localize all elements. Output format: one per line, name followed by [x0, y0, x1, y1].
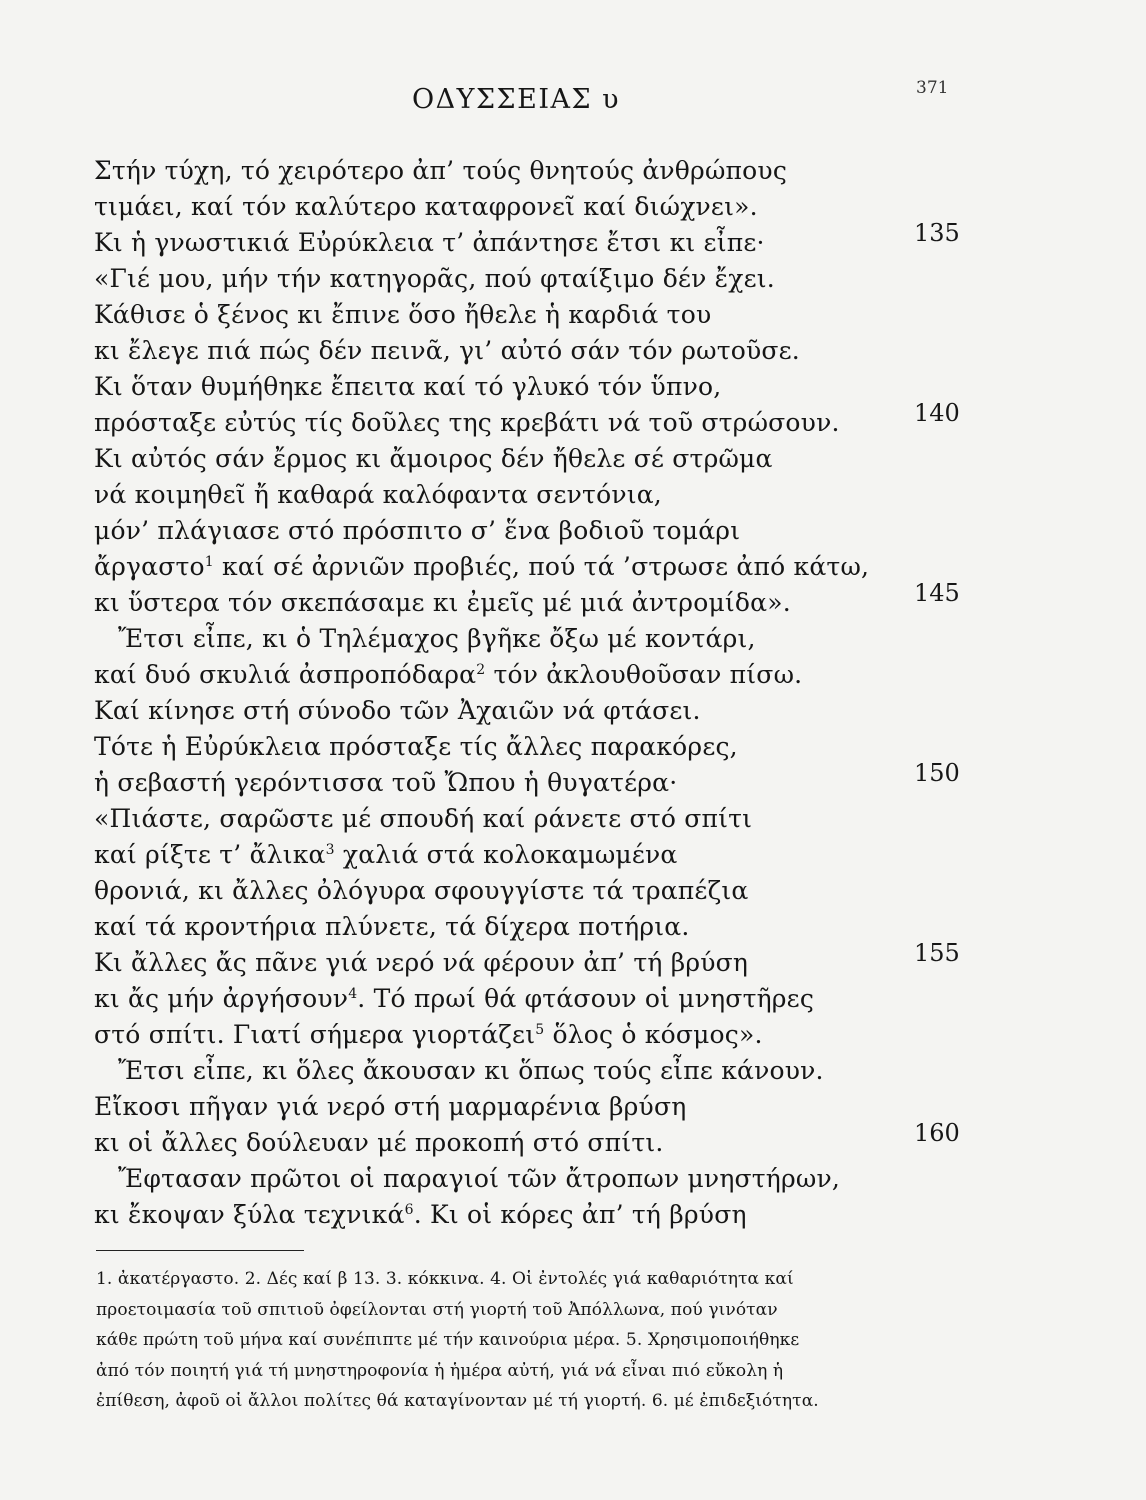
verse-text-continued: ὅλος ὁ κόσμος». — [544, 1020, 763, 1049]
verse-text: Εἴκοσι πῆγαν γιά νερό στή μαρμαρένια βρύση — [94, 1092, 687, 1121]
verse-line — [94, 264, 775, 294]
verse-text: νά κοιμηθεῖ ἤ καθαρά καλόφαντα σεντόνια, — [94, 480, 662, 509]
verse-line — [94, 876, 748, 906]
verse-text: καί ρίξτε τ’ ἄλικα — [94, 840, 326, 869]
verse-line — [94, 480, 662, 510]
verse-line — [118, 624, 756, 654]
verse-text-continued: χαλιά στά κολοκαμωμένα — [334, 840, 678, 869]
verse-line — [94, 336, 800, 366]
verse-text: «Γιέ μου, μήν τήν κατηγορᾶς, πού φταίξιμο δέν ἔχει. — [94, 264, 775, 293]
verse-text: Κι ἄλλες ἄς πᾶνε γιά νερό νά φέρουν ἀπ’ τή βρύση — [94, 948, 749, 977]
verse-text: θρονιά, κι ἄλλες ὀλόγυρα σφουγγίστε τά τραπέζια — [94, 876, 749, 905]
verse-line — [94, 1092, 686, 1122]
verse-text: Τότε ἡ Εὐρύκλεια πρόσταξε τίς ἄλλες παρακόρες, — [94, 732, 738, 761]
verse-line — [94, 516, 740, 546]
verse-line — [94, 984, 814, 1014]
verse-line — [118, 1164, 840, 1194]
verse-text: πρόσταξε εὐτύς τίς δοῦλες της κρεβάτι νά τοῦ στρώσουν. — [94, 408, 840, 437]
footnote-line: ἀπό τόν ποιητή γιά τή μνηστηροφονία ἡ ἡμέρα αὐτή, γιά νά εἶναι πιό εὔκολη ἡ — [96, 1360, 784, 1381]
verse-text: τιμάει, καί τόν καλύτερο καταφρονεῖ καί διώχνει». — [94, 192, 758, 221]
footnote-rule — [96, 1250, 304, 1251]
verse-line — [94, 228, 765, 258]
verse-line — [94, 948, 748, 978]
verse-text: ἡ σεβαστή γερόντισσα τοῦ Ὤπου ἡ θυγατέρα· — [94, 768, 678, 797]
verse-text: Ἔτσι εἶπε, κι ὁ Τηλέμαχος βγῆκε ὄξω μέ κοντάρι, — [118, 624, 756, 653]
verse-text: κι ὕστερα τόν σκεπάσαμε κι ἐμεῖς μέ μιά ἀντρομίδα». — [94, 588, 791, 617]
verse-text: καί δυό σκυλιά ἀσπροπόδαρα — [94, 660, 477, 689]
verse-line — [94, 300, 711, 330]
footnote-marker: 6 — [404, 1202, 414, 1218]
footnote-line: κάθε πρώτη τοῦ μήνα καί συνέπιπτε μέ τήν καινούρια μέρα. 5. Χρησιμοποιήθηκε — [96, 1330, 800, 1350]
verse-text: Κάθισε ὁ ξένος κι ἔπινε ὅσο ἤθελε ἡ καρδιά του — [94, 300, 712, 329]
line-number: 150 — [914, 759, 960, 787]
verse-line — [94, 696, 701, 726]
page-number: 371 — [916, 78, 949, 98]
footnote-marker: 4 — [348, 986, 358, 1002]
footnote-marker: 1 — [204, 554, 214, 570]
verse-line — [94, 768, 677, 798]
verse-line — [94, 372, 721, 402]
footnote-line: προετοιμασία τοῦ σπιτιοῦ ὀφείλονται στή γιορτή τοῦ Ἀπόλλωνα, πού γινόταν — [96, 1299, 778, 1320]
verse-text: Καί κίνησε στή σύνοδο τῶν Ἀχαιῶν νά φτάσει. — [94, 696, 701, 725]
line-number: 135 — [914, 219, 960, 247]
verse-line — [94, 840, 678, 870]
verse-text: μόν’ πλάγιασε στό πρόσπιτο σ’ ἕνα βοδιοῦ τομάρι — [94, 516, 741, 545]
verse-line — [94, 588, 791, 618]
verse-line — [94, 1128, 664, 1158]
verse-text: Στήν τύχη, τό χειρότερο ἀπ’ τούς θνητούς ἀνθρώπους — [94, 156, 788, 185]
verse-text: καί τά κροντήρια πλύνετε, τά δίχερα ποτήρια. — [94, 912, 690, 941]
verse-text-continued: . Κι οἱ κόρες ἀπ’ τή βρύση — [413, 1200, 747, 1229]
verse-text: ἄργαστο — [94, 552, 205, 581]
line-number: 140 — [914, 399, 960, 427]
footnote-marker: 3 — [325, 842, 335, 858]
verse-line — [94, 660, 802, 690]
verse-text: στό σπίτι. Γιατί σήμερα γιορτάζει — [94, 1020, 536, 1049]
verse-line — [94, 444, 773, 474]
line-number: 155 — [914, 939, 960, 967]
verse-text: «Πιάστε, σαρῶστε μέ σπουδή καί ράνετε στό σπίτι — [94, 804, 753, 833]
verse-text: Κι αὐτός σάν ἔρμος κι ἄμοιρος δέν ἤθελε σέ στρῶμα — [94, 444, 773, 473]
footnote-line: 1. ἀκατέργαστο. 2. Δές καί β 13. 3. κόκκινα. 4. Οἱ ἐντολές γιά καθαριότητα καί — [96, 1269, 794, 1289]
verse-line — [94, 408, 840, 438]
verse-line — [118, 1056, 824, 1086]
verse-line — [94, 192, 758, 222]
verse-line — [94, 912, 689, 942]
verse-text-continued: . Τό πρωί θά φτάσουν οἱ μνηστῆρες — [357, 984, 815, 1013]
footnotes — [96, 1264, 964, 1417]
footnote-marker: 5 — [535, 1022, 545, 1038]
verse-text: Κι ὅταν θυμήθηκε ἔπειτα καί τό γλυκό τόν ὕπνο, — [94, 372, 722, 401]
verse-text: Κι ἡ γνωστικιά Εὐρύκλεια τ’ ἀπάντησε ἔτσι κι εἶπε· — [94, 228, 765, 257]
verse-line — [94, 1020, 763, 1050]
verse-text: κι ἔλεγε πιά πώς δέν πεινᾶ, γι’ αὐτό σάν τόν ρωτοῦσε. — [94, 336, 800, 365]
verse-text: κι ἔκοψαν ξύλα τεχνικά — [94, 1200, 405, 1229]
footnote-marker: 2 — [476, 662, 486, 678]
verse-line — [94, 552, 869, 582]
verse-text: κι οἱ ἄλλες δούλευαν μέ προκοπή στό σπίτι. — [94, 1128, 664, 1157]
verse-line — [94, 156, 787, 186]
verse-line — [94, 804, 752, 834]
verse-line — [94, 732, 738, 762]
verse-text: Ἔτσι εἶπε, κι ὅλες ἄκουσαν κι ὅπως τούς εἶπε κάνουν. — [118, 1056, 824, 1085]
line-number: 160 — [914, 1119, 960, 1147]
verse-text: Ἔφτασαν πρῶτοι οἱ παραγιοί τῶν ἄτροπων μνηστήρων, — [118, 1164, 841, 1193]
verse-text-continued: καί σέ ἀρνιῶν προβιές, πού τά ’στρωσε ἀπό κάτω, — [213, 552, 870, 581]
line-number: 145 — [914, 579, 960, 607]
verse-text: κι ἄς μήν ἀργήσουν — [94, 984, 349, 1013]
footnote-line: ἐπίθεση, ἀφοῦ οἱ ἄλλοι πολίτες θά καταγίνονταν μέ τή γιορτή. 6. μέ ἐπιδεξιότητα. — [96, 1391, 819, 1411]
running-header-title: ΟΔΥΣΣΕΙΑΣ υ — [412, 84, 621, 115]
verse-line — [94, 1200, 747, 1230]
verse-text-continued: τόν ἀκλουθοῦσαν πίσω. — [485, 660, 803, 689]
